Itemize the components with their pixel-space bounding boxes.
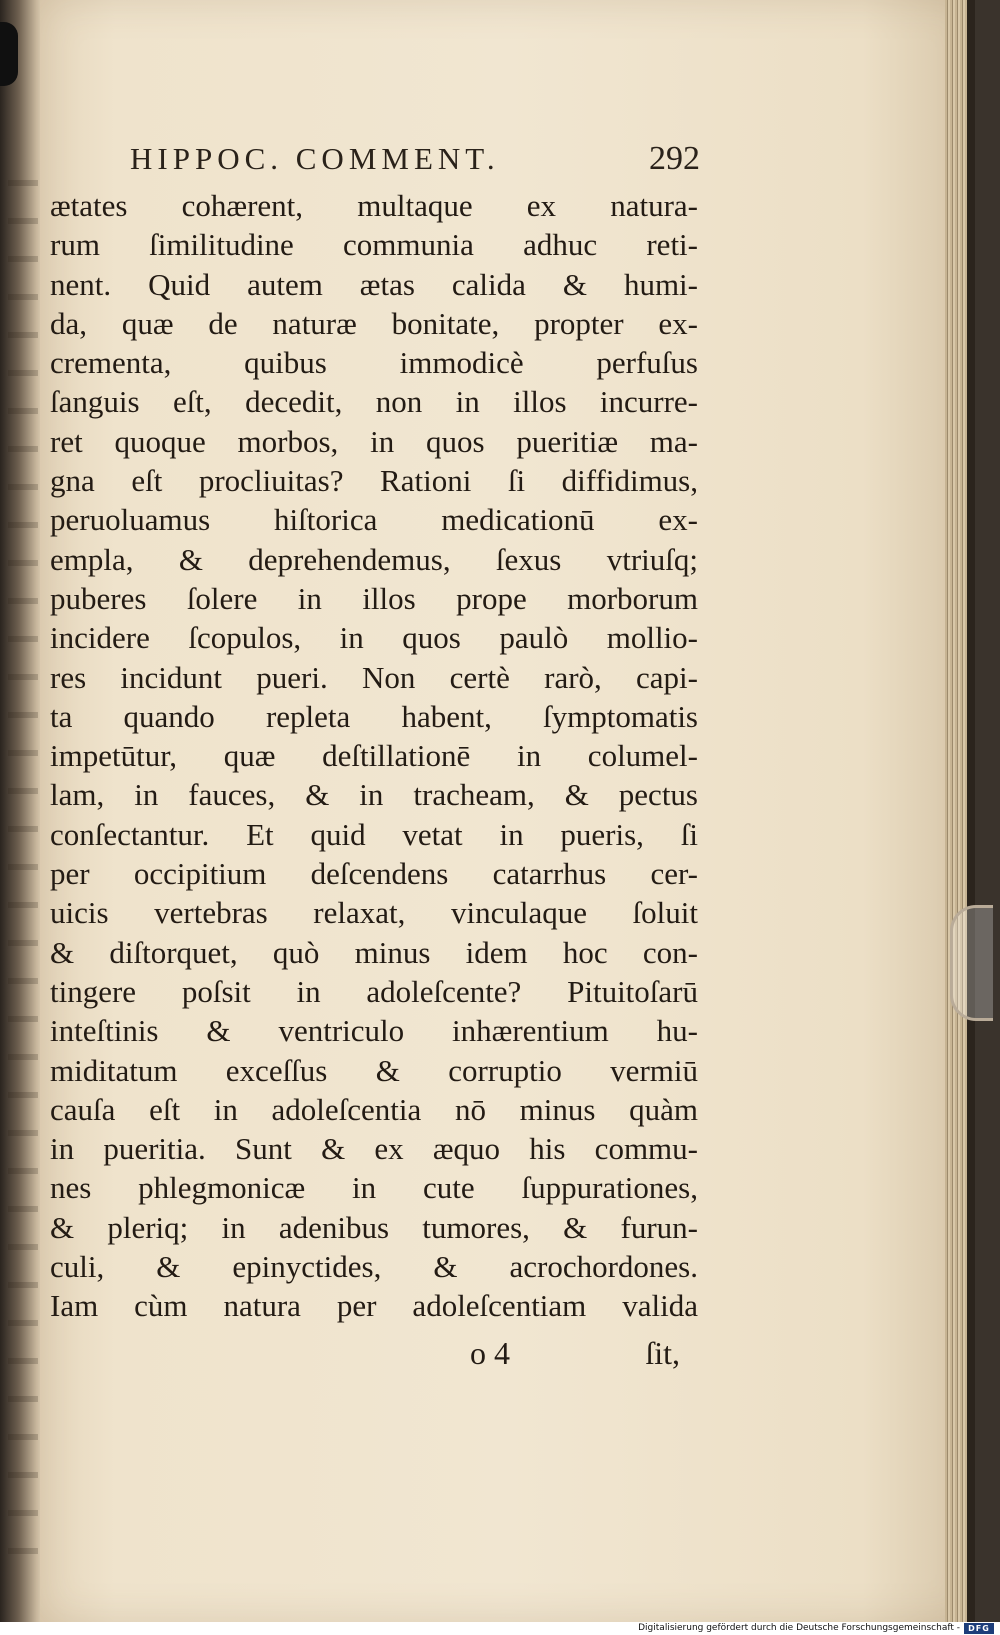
- fore-edge-shadow: [967, 0, 975, 1622]
- text-line: miditatum exceſſus & corruptio vermiū: [50, 1052, 698, 1088]
- digitization-credit: Digitalisierung gefördert durch die Deutsche Forschungsgemeinschaft -: [638, 1623, 960, 1633]
- text-line: tingere poſsit in adoleſcente? Pituitoſarū: [50, 973, 698, 1009]
- body-text: [50, 186, 698, 1326]
- text-line: gna eſt procliuitas? Rationi ſi diffidimus,: [50, 463, 698, 499]
- text-line: per occipitium deſcendens catarrhus cer-: [50, 856, 698, 892]
- text-line: lam, in fauces, & in tracheam, & pectus: [50, 777, 698, 813]
- facing-page-bleed: [8, 180, 38, 1560]
- text-line: ret quoque morbos, in quos pueritiæ ma-: [50, 423, 698, 459]
- book-clasp: [0, 22, 18, 86]
- text-line: peruoluamus hiſtorica medicationū ex-: [50, 502, 698, 538]
- text-line: culi, & epinyctides, & acrochordones.: [50, 1249, 698, 1285]
- text-line: & pleriq; in adenibus tumores, & furun-: [50, 1209, 698, 1245]
- text-line: ætates cohærent, multaque ex natura-: [50, 188, 698, 223]
- text-line: da, quæ de naturæ bonitate, propter ex-: [50, 305, 698, 341]
- text-line: impetūtur, quæ deſtillationē in columel-: [50, 738, 698, 774]
- text-line: empla, & deprehendemus, ſexus vtriuſq;: [50, 541, 698, 577]
- running-title: HIPPOC. COMMENT.: [130, 141, 500, 176]
- text-line: ta quando repleta habent, ſymptomatis: [50, 698, 698, 734]
- text-line: rum ſimilitudine communia adhuc reti-: [50, 227, 698, 263]
- paper-clip-mark: [950, 905, 993, 1021]
- signature-mark: o 4: [470, 1335, 510, 1371]
- text-line: res incidunt pueri. Non certè rarò, capi-: [50, 659, 698, 695]
- text-line: nent. Quid autem ætas calida & humi-: [50, 266, 698, 302]
- text-line: uicis vertebras relaxat, vinculaque ſoluit: [50, 895, 698, 931]
- text-line: cauſa eſt in adoleſcentia nō minus quàm: [50, 1091, 698, 1127]
- text-line: incidere ſcopulos, in quos paulò mollio-: [50, 620, 698, 656]
- text-line: crementa, quibus immodicè perfuſus: [50, 345, 698, 381]
- text-line: ſanguis eſt, decedit, non in illos incurre-: [50, 384, 698, 420]
- running-head: [130, 140, 700, 180]
- page-footer: [470, 1335, 690, 1375]
- text-line: inteſtinis & ventriculo inhærentium hu-: [50, 1013, 698, 1049]
- page-number: 292: [649, 140, 700, 177]
- catchword: ſit,: [645, 1335, 680, 1371]
- text-line: Iam cùm natura per adoleſcentiam valida: [50, 1288, 698, 1324]
- text-line: puberes ſolere in illos prope morborum: [50, 580, 698, 616]
- dfg-logo: DFG: [964, 1623, 994, 1634]
- text-line: & diſtorquet, quò minus idem hoc con-: [50, 934, 698, 970]
- text-line: conſectantur. Et quid vetat in pueris, ſi: [50, 816, 698, 852]
- text-line: in pueritia. Sunt & ex æquo his commu-: [50, 1131, 698, 1167]
- text-line: nes phlegmonicæ in cute ſuppurationes,: [50, 1170, 698, 1206]
